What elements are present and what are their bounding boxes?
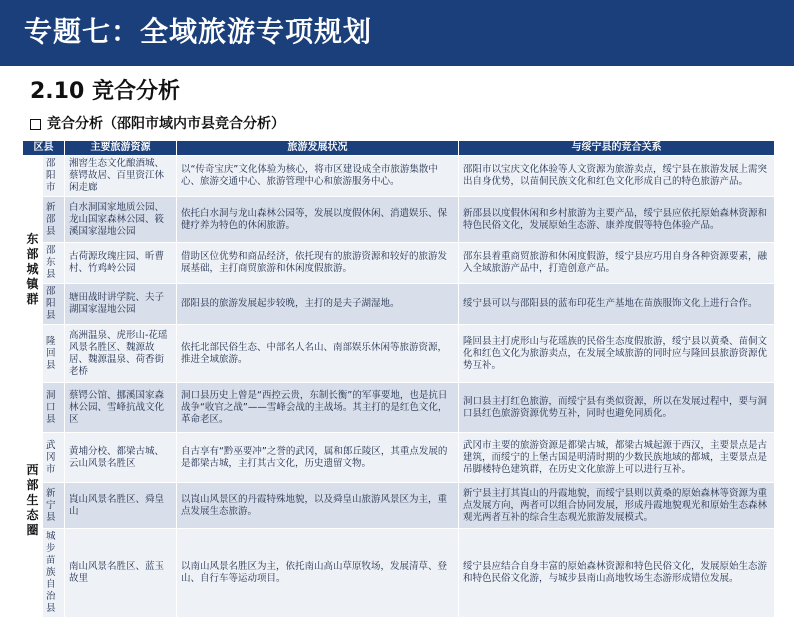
table-row — [23, 325, 775, 383]
table-row — [23, 197, 775, 243]
competition-table — [22, 140, 775, 618]
banner-title: 专题七：全域旅游专项规划 — [24, 15, 373, 48]
table-row — [23, 483, 775, 529]
status-cell: 洞口县历史上曾是“西控云贵，东制长衡”的军事要地，也是抗日战争“收官之战”——雪峰会战的主战场。其主打的是红色文化，革命老区。 — [177, 383, 459, 433]
county-cell: 洞口县 — [43, 383, 65, 433]
resources-cell: 崀山风景名胜区、舜皇山 — [65, 483, 177, 529]
checkbox-square-icon — [30, 119, 41, 130]
resources-cell: 古荷源玫瑰庄园、昕曹村、竹鸡岭公园 — [65, 243, 177, 284]
relation-cell: 邵阳市以宝庆文化体验等人文资源为旅游卖点，绥宁县在旅游发展上需突出自身优势，以苗侗民族文化和红色文化形成自己的特色旅游产品。 — [459, 156, 775, 197]
status-cell: 自古享有“黔巫要冲”之誉的武冈，属和郎丘陵区，其重点发展的是都梁古城，主打其古文化，历史遗留文物。 — [177, 433, 459, 483]
table-row — [23, 433, 775, 483]
relation-cell: 武冈市主要的旅游资源是都梁古城，都梁古城起源于西汉，主要景点是古建筑，而绥宁的上堡古国是明清时期的少数民族地域的都城，主要景点是吊脚楼特色建筑群，在历史文化旅游上可以进行互补。 — [459, 433, 775, 483]
resources-cell: 塘田战时讲学院、夫子湖国家湿地公园 — [65, 284, 177, 325]
relation-cell: 洞口县主打红色旅游，而绥宁县有类似资源，所以在发展过程中，要与洞口县红色旅游资源优势互补，同时也避免同质化。 — [459, 383, 775, 433]
relation-cell: 绥宁县应结合自身丰富的原始森林资源和特色民俗文化，发展原始生态游和特色民俗文化游，与城步县南山高地牧场生态游形成错位发展。 — [459, 529, 775, 618]
relation-cell: 新宁县主打其崀山的丹霞地貌，而绥宁县则以黄桑的原始森林等资源为重点发展方向，两者可以组合协同发展，形成丹霞地貌观光和原始生态森林观光两者互补的综合生态观光旅游发展模式。 — [459, 483, 775, 529]
subtitle — [30, 114, 285, 134]
region-west: 西部生态圈 — [23, 383, 43, 618]
county-cell: 邵阳县 — [43, 284, 65, 325]
resources-cell: 高洲温泉、虎形山-花瑶风景名胜区、魏源故居、魏源温泉、荷香街老桥 — [65, 325, 177, 383]
county-cell: 武冈市 — [43, 433, 65, 483]
header-relation: 与绥宁县的竞合关系 — [459, 141, 775, 156]
relation-cell: 邵东县着重商贸旅游和休闲度假游，绥宁县应巧用自身各种资源要素，融入全域旅游产品中，打造创意产品。 — [459, 243, 775, 284]
relation-cell: 绥宁县可以与邵阳县的蓝布印花生产基地在苗族服饰文化上进行合作。 — [459, 284, 775, 325]
table-row — [23, 383, 775, 433]
resources-cell: 湘窖生态文化酿酒城、蔡锷故居、百里资江休闲走廊 — [65, 156, 177, 197]
region-east: 东部城镇群 — [23, 156, 43, 383]
status-cell: 以南山风景名胜区为主，依托南山高山草原牧场，发展清草、登山、自行车等运动项目。 — [177, 529, 459, 618]
resources-cell: 南山风景名胜区、蓝玉故里 — [65, 529, 177, 618]
status-cell: 邵阳县的旅游发展起步较晚，主打的是夫子湖湿地。 — [177, 284, 459, 325]
table-header-row — [23, 141, 775, 156]
header-resources: 主要旅游资源 — [65, 141, 177, 156]
status-cell: 以“传奇宝庆”文化体验为核心，将市区建设成全市旅游集散中心、旅游交通中心、旅游管理中心和旅游服务中心。 — [177, 156, 459, 197]
status-cell: 借助区位优势和商品经济，依托现有的旅游资源和较好的旅游发展基础，主打商贸旅游和休闲度假旅游。 — [177, 243, 459, 284]
resources-cell: 白水洞国家地质公园、龙山国家森林公园、筱溪国家湿地公园 — [65, 197, 177, 243]
table-row — [23, 284, 775, 325]
county-cell: 邵阳市 — [43, 156, 65, 197]
status-cell: 依托北部民俗生态、中部名人名山、南部娱乐休闲等旅游资源，推进全域旅游。 — [177, 325, 459, 383]
title-banner — [0, 0, 794, 66]
table-row — [23, 156, 775, 197]
header-county: 区县 — [23, 141, 65, 156]
table-row — [23, 529, 775, 618]
status-cell: 以崀山风景区的丹霞特殊地貌，以及舜皇山旅游风景区为主，重点发展生态旅游。 — [177, 483, 459, 529]
county-cell: 城步苗族自治县 — [43, 529, 65, 618]
resources-cell: 蔡锷公馆、挪溪国家森林公园、雪峰抗战文化区 — [65, 383, 177, 433]
status-cell: 依托白水洞与龙山森林公园等，发展以度假休闲、消遣娱乐、保健疗养为特色的休闲旅游。 — [177, 197, 459, 243]
resources-cell: 黄埔分校、都梁古城、云山风景名胜区 — [65, 433, 177, 483]
relation-cell: 隆回县主打虎形山与花瑶族的民俗生态度假旅游，绥宁县以黄桑、苗侗文化和红色文化为旅游卖点，在发展全域旅游的同时应与隆回县旅游资源优势互补。 — [459, 325, 775, 383]
county-cell: 邵东县 — [43, 243, 65, 284]
relation-cell: 新邵县以度假休闲和乡村旅游为主要产品，绥宁县应依托原始森林资源和特色民俗文化，发展原始生态游、康养度假等特色体验产品。 — [459, 197, 775, 243]
county-cell: 隆回县 — [43, 325, 65, 383]
table-row — [23, 243, 775, 284]
county-cell: 新宁县 — [43, 483, 65, 529]
header-status: 旅游发展状况 — [177, 141, 459, 156]
county-cell: 新邵县 — [43, 197, 65, 243]
subtitle-text: 竞合分析（邵阳市域内市县竞合分析） — [47, 116, 285, 132]
section-title: 2.10 竞合分析 — [30, 79, 180, 104]
